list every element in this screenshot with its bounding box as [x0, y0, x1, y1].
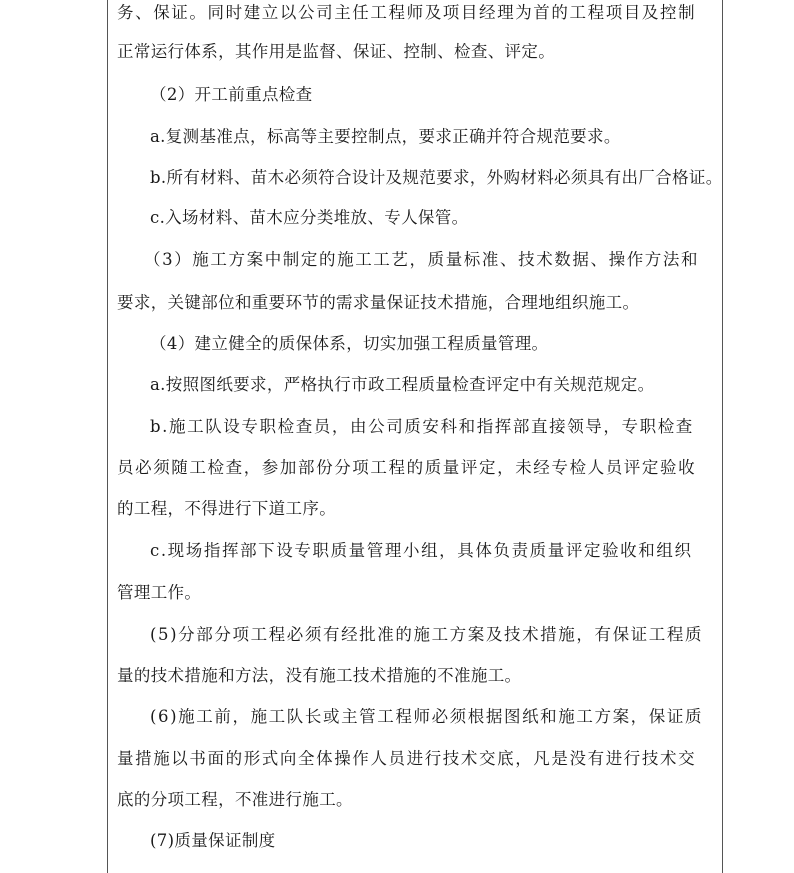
text-line-5b: 量的技术措施和方法，没有施工技术措施的不准施工。 [117, 666, 522, 685]
text-line-b1: b.所有材料、苗木必须符合设计及规范要求，外购材料必须具有出厂合格证。 [150, 168, 723, 187]
text-line-6b: 量措施以书面的形式向全体操作人员进行技术交底，凡是没有进行技术交 [117, 749, 697, 768]
text-line-a2: a.按照图纸要求，严格执行市政工程质量检查评定中有关规范规定。 [150, 375, 655, 394]
section-heading-7: (7)质量保证制度 [150, 831, 276, 850]
text-line-3b: 要求，关键部位和重要环节的需求量保证技术措施，合理地组织施工。 [117, 293, 640, 312]
text-line-b2-2: 员必须随工检查，参加部份分项工程的质量评定，未经专检人员评定验收 [117, 458, 697, 477]
text-line-c2-2: 管理工作。 [117, 583, 202, 602]
section-heading-2: （2）开工前重点检查 [150, 85, 313, 104]
text-line-c1: c.入场材料、苗木应分类堆放、专人保管。 [150, 208, 469, 227]
text-line-6c: 底的分项工程，不准进行施工。 [117, 790, 353, 809]
text-line-1: 务、保证。同时建立以公司主任工程师及项目经理为首的工程项目及控制 [117, 3, 697, 22]
table-border-left [107, 0, 108, 873]
section-heading-4: （4）建立健全的质保体系，切实加强工程质量管理。 [150, 334, 549, 353]
section-heading-3: （3）施工方案中制定的施工工艺，质量标准、技术数据、操作方法和 [144, 250, 700, 269]
text-line-b2-3: 的工程，不得进行下道工序。 [117, 499, 337, 518]
text-line-2: 正常运行体系，其作用是监督、保证、控制、检查、评定。 [117, 42, 556, 61]
section-heading-5: (5)分部分项工程必须有经批准的施工方案及技术措施，有保证工程质 [150, 625, 704, 644]
text-line-c2: c.现场指挥部下设专职质量管理小组，具体负责质量评定验收和组织 [150, 541, 693, 560]
text-line-a1: a.复测基准点，标高等主要控制点，要求正确并符合规范要求。 [150, 127, 621, 146]
section-heading-6: (6)施工前，施工队长或主管工程师必须根据图纸和施工方案，保证质 [150, 707, 704, 726]
text-line-b2: b.施工队设专职检查员，由公司质安科和指挥部直接领导，专职检查 [150, 417, 694, 436]
